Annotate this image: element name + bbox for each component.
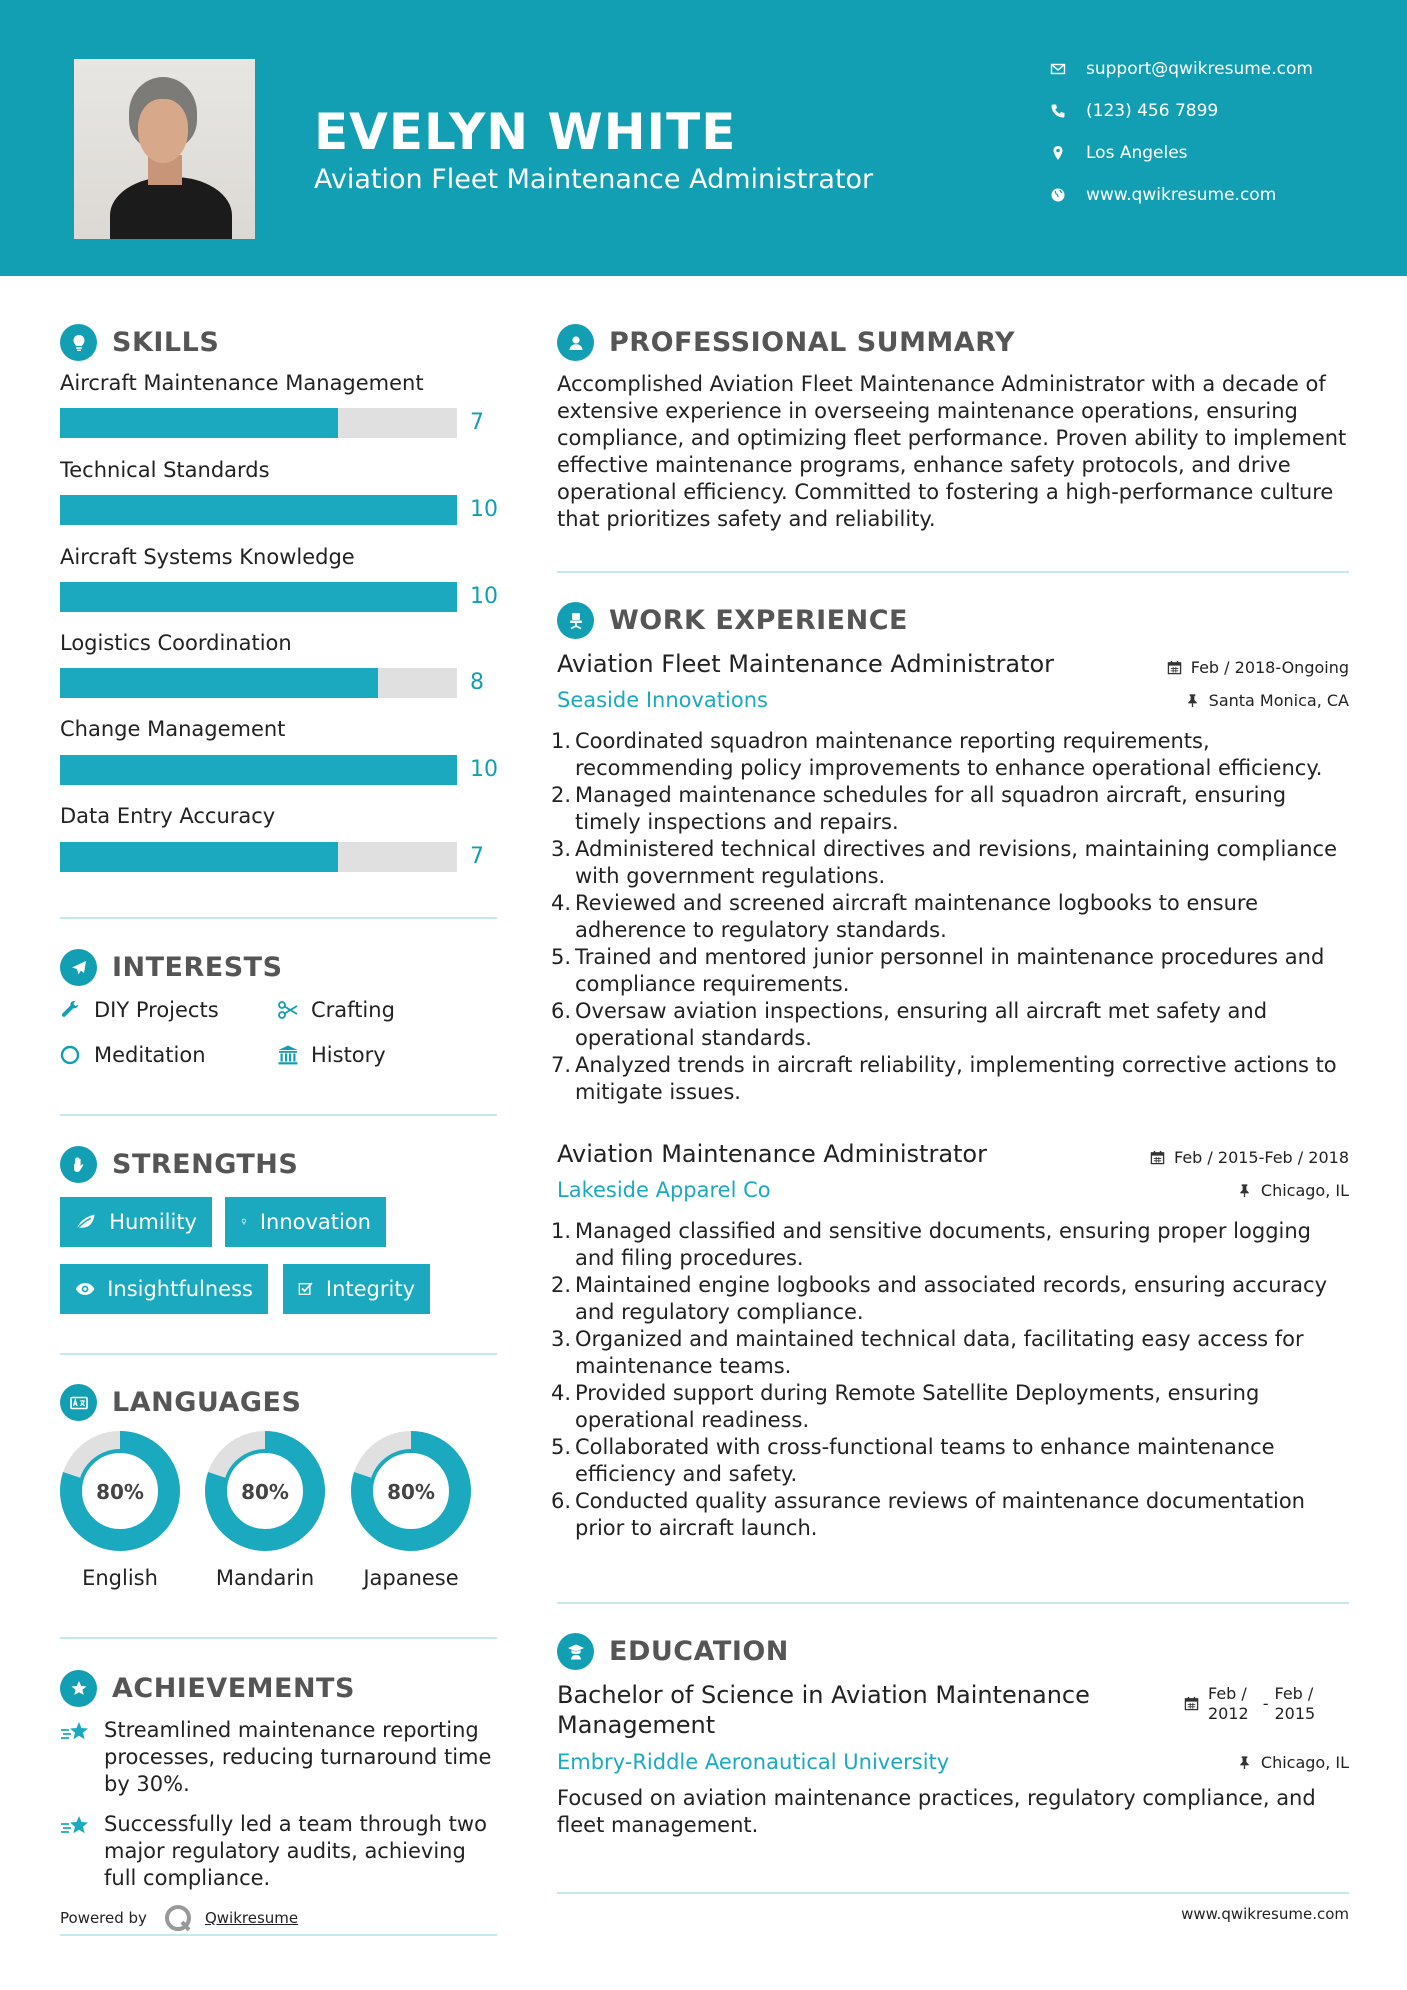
contact-location <box>1050 142 1188 164</box>
strength-tag <box>60 1264 268 1314</box>
strength-tag <box>225 1197 386 1247</box>
office-chair-icon <box>557 602 594 639</box>
contact-email-text: support@qwikresume.com <box>1086 59 1313 79</box>
section-divider <box>60 1353 497 1355</box>
badge-star-icon <box>60 1670 97 1707</box>
skill-name: Technical Standards <box>60 458 270 482</box>
language-icon <box>60 1384 97 1421</box>
email-icon <box>1050 61 1066 77</box>
contact-email[interactable] <box>1050 58 1313 80</box>
work-title: WORK EXPERIENCE <box>609 605 908 636</box>
skill-bar <box>60 755 457 785</box>
phone-icon <box>1050 103 1066 119</box>
list-item: 6. Oversaw aviation inspections, ensuring all aircraft met safety and operational standards. <box>551 999 1268 1050</box>
job-location <box>1185 691 1349 710</box>
strength-label: Innovation <box>259 1210 371 1234</box>
language-percent: 80% <box>387 1480 435 1504</box>
job-company: Seaside Innovations <box>557 688 768 712</box>
skill-bar <box>60 495 457 525</box>
powered-by <box>60 1903 298 1933</box>
education-location <box>1237 1753 1349 1772</box>
language-ring <box>204 1430 326 1552</box>
museum-icon <box>277 1044 299 1066</box>
calendar-icon <box>1167 660 1182 675</box>
contact-phone[interactable] <box>1050 100 1218 122</box>
list-item: 5. Collaborated with cross-functional teams to enhance maintenance efficiency and safety. <box>551 1435 1275 1486</box>
lightbulb-icon <box>240 1211 248 1233</box>
skills-heading <box>60 324 219 361</box>
achievement-text: Successfully led a team through two major regulatory audits, achieving full compliance. <box>104 1812 487 1890</box>
interest-item <box>60 998 219 1022</box>
language-name: Japanese <box>363 1566 459 1590</box>
profile-photo <box>74 59 255 239</box>
section-divider <box>60 917 497 919</box>
education-date-end: Feb / 2015 <box>1274 1684 1316 1723</box>
strength-tag <box>283 1264 430 1314</box>
skill-value: 7 <box>470 410 484 435</box>
strength-label: Humility <box>109 1210 197 1234</box>
job-location-text: Santa Monica, CA <box>1208 691 1349 710</box>
language-percent: 80% <box>96 1480 144 1504</box>
section-divider <box>557 1602 1349 1604</box>
education-school: Embry-Riddle Aeronautical University <box>557 1750 950 1774</box>
education-description: Focused on aviation maintenance practices, regulatory compliance, and fleet management. <box>557 1786 1316 1837</box>
interest-item <box>277 1043 386 1067</box>
achievement-item <box>60 1811 500 1892</box>
section-divider <box>557 571 1349 573</box>
interest-label: History <box>311 1043 386 1067</box>
checkbox-icon <box>298 1278 314 1300</box>
skill-bar <box>60 408 457 438</box>
skill-name: Data Entry Accuracy <box>60 804 276 828</box>
strength-tag <box>60 1197 212 1247</box>
section-divider <box>60 1114 497 1116</box>
summary-heading <box>557 324 1015 361</box>
skill-name: Aircraft Maintenance Management <box>60 371 424 395</box>
education-location-text: Chicago, IL <box>1260 1753 1349 1772</box>
job-duties-list <box>551 1218 1357 1542</box>
skill-bar-fill <box>60 842 338 872</box>
candidate-name: EVELYN WHITE <box>314 103 737 161</box>
calendar-icon <box>1184 1696 1199 1711</box>
circle-icon <box>60 1044 82 1066</box>
graduate-icon <box>557 1633 594 1670</box>
wrench-icon <box>60 999 82 1021</box>
education-date-separator: - <box>1262 1694 1269 1713</box>
education-title: EDUCATION <box>609 1636 789 1667</box>
job-dates-text: Feb / 2018-Ongoing <box>1190 658 1349 677</box>
education-date-start: Feb / 2012 <box>1208 1684 1249 1723</box>
scissors-icon <box>277 999 299 1021</box>
lightbulb-icon <box>60 324 97 361</box>
interest-label: Meditation <box>94 1043 206 1067</box>
language-name: Mandarin <box>215 1566 315 1590</box>
list-item: 1. Managed classified and sensitive documents, ensuring proper logging and filing procedures. <box>551 1219 1311 1270</box>
skill-bar-fill <box>60 582 457 612</box>
achievements-title: ACHIEVEMENTS <box>112 1673 355 1704</box>
job-title: Aviation Fleet Maintenance Administrator <box>557 650 1055 678</box>
globe-icon <box>1050 187 1066 203</box>
location-pin-icon <box>1050 145 1066 161</box>
job-title: Aviation Maintenance Administrator <box>557 1140 987 1168</box>
skill-name: Logistics Coordination <box>60 631 292 655</box>
qwikresume-logo-icon <box>163 1903 193 1933</box>
contact-website-text: www.qwikresume.com <box>1086 185 1277 205</box>
education-heading <box>557 1633 789 1670</box>
candidate-title: Aviation Fleet Maintenance Administrator <box>314 164 874 195</box>
resume-header <box>0 0 1407 276</box>
skill-bar-fill <box>60 495 457 525</box>
job-location <box>1237 1181 1349 1200</box>
skill-value: 10 <box>470 584 498 609</box>
interests-title: INTERESTS <box>112 952 283 983</box>
interest-label: Crafting <box>311 998 395 1022</box>
languages-heading <box>60 1384 301 1421</box>
skill-bar-fill <box>60 755 457 785</box>
shooting-star-icon <box>60 1719 92 1747</box>
user-icon <box>557 324 594 361</box>
skill-bar <box>60 668 457 698</box>
list-item: 2. Maintained engine logbooks and associated records, ensuring accuracy and regulatory compliance. <box>551 1273 1327 1324</box>
achievement-text: Streamlined maintenance reporting processes, reducing turnaround time by 30%. <box>104 1718 492 1796</box>
job-duties-list <box>551 728 1357 1106</box>
job-dates-text: Feb / 2015-Feb / 2018 <box>1174 1148 1349 1167</box>
list-item: 2. Managed maintenance schedules for all squadron aircraft, ensuring timely inspections and repairs. <box>551 783 1287 834</box>
contact-website[interactable] <box>1050 184 1276 206</box>
shooting-star-icon <box>60 1813 92 1841</box>
leaf-icon <box>75 1211 97 1233</box>
footer-website-link[interactable]: www.qwikresume.com <box>1181 1905 1349 1923</box>
skill-value: 10 <box>470 497 498 522</box>
list-item: 4. Provided support during Remote Satellite Deployments, ensuring operational readiness. <box>551 1381 1260 1432</box>
job-location-text: Chicago, IL <box>1260 1181 1349 1200</box>
eye-icon <box>75 1278 95 1300</box>
list-item: 7. Analyzed trends in aircraft reliability, implementing corrective actions to mitigate issues. <box>551 1053 1337 1104</box>
section-divider <box>60 1637 497 1639</box>
paper-plane-icon <box>60 949 97 986</box>
skill-value: 8 <box>470 670 484 695</box>
skills-title: SKILLS <box>112 327 220 358</box>
qwikresume-link[interactable]: Qwikresume <box>204 1909 299 1927</box>
contact-phone-text: (123) 456 7899 <box>1086 101 1219 121</box>
interests-heading <box>60 949 283 986</box>
skill-bar-fill <box>60 408 338 438</box>
achievement-item <box>60 1717 500 1798</box>
interest-item <box>60 1043 206 1067</box>
skill-bar <box>60 842 457 872</box>
pushpin-icon <box>1237 1183 1252 1198</box>
interest-label: DIY Projects <box>94 998 219 1022</box>
achievements-heading <box>60 1670 355 1707</box>
language-ring <box>350 1430 472 1552</box>
pushpin-icon <box>1237 1755 1252 1770</box>
language-percent: 80% <box>241 1480 289 1504</box>
interest-item <box>277 998 395 1022</box>
strength-label: Insightfulness <box>107 1277 253 1301</box>
skill-value: 7 <box>470 844 484 869</box>
job-company: Lakeside Apparel Co <box>557 1178 771 1202</box>
strength-label: Integrity <box>325 1277 415 1301</box>
summary-text: Accomplished Aviation Fleet Maintenance Administrator with a decade of extensive experience in overseeing maintenance operations, ensuring compliance, and optimizing fleet performance. Proven ability to implement effective maintenance programs, enhance safety protocols, and drive operational efficiency. Committed to fostering a high-performance culture that prioritizes safety and reliability. <box>557 372 1347 531</box>
contact-location-text: Los Angeles <box>1086 143 1188 163</box>
strengths-heading <box>60 1146 298 1183</box>
skill-bar-fill <box>60 668 378 698</box>
list-item: 5. Trained and mentored junior personnel in maintenance procedures and compliance requirements. <box>551 945 1325 996</box>
list-item: 6. Conducted quality assurance reviews of maintenance documentation prior to aircraft launch. <box>551 1489 1305 1540</box>
language-name: English <box>82 1566 158 1590</box>
hand-icon <box>60 1146 97 1183</box>
pushpin-icon <box>1185 693 1200 708</box>
languages-title: LANGUAGES <box>112 1387 302 1418</box>
skill-value: 10 <box>470 757 498 782</box>
strengths-title: STRENGTHS <box>112 1149 299 1180</box>
work-heading <box>557 602 908 639</box>
skill-name: Change Management <box>60 717 286 741</box>
powered-by-label: Powered by <box>60 1909 147 1927</box>
list-item: 3. Organized and maintained technical data, facilitating easy access for maintenance teams. <box>551 1327 1304 1378</box>
section-divider <box>557 1892 1349 1894</box>
list-item: 4. Reviewed and screened aircraft maintenance logbooks to ensure adherence to regulatory standards. <box>551 891 1259 942</box>
calendar-icon <box>1150 1150 1165 1165</box>
section-divider <box>60 1934 497 1936</box>
list-item: 3. Administered technical directives and revisions, maintaining compliance with government regulations. <box>551 837 1337 888</box>
education-degree: Bachelor of Science in Aviation Maintenance Management <box>557 1681 1090 1739</box>
skill-name: Aircraft Systems Knowledge <box>60 545 355 569</box>
job-dates <box>1150 1148 1349 1167</box>
education-dates <box>1184 1684 1315 1724</box>
list-item: 1. Coordinated squadron maintenance reporting requirements, recommending policy improvements to enhance operational efficiency. <box>551 729 1323 780</box>
summary-title: PROFESSIONAL SUMMARY <box>609 327 1016 358</box>
language-ring <box>59 1430 181 1552</box>
skill-bar <box>60 582 457 612</box>
job-dates <box>1167 658 1349 677</box>
